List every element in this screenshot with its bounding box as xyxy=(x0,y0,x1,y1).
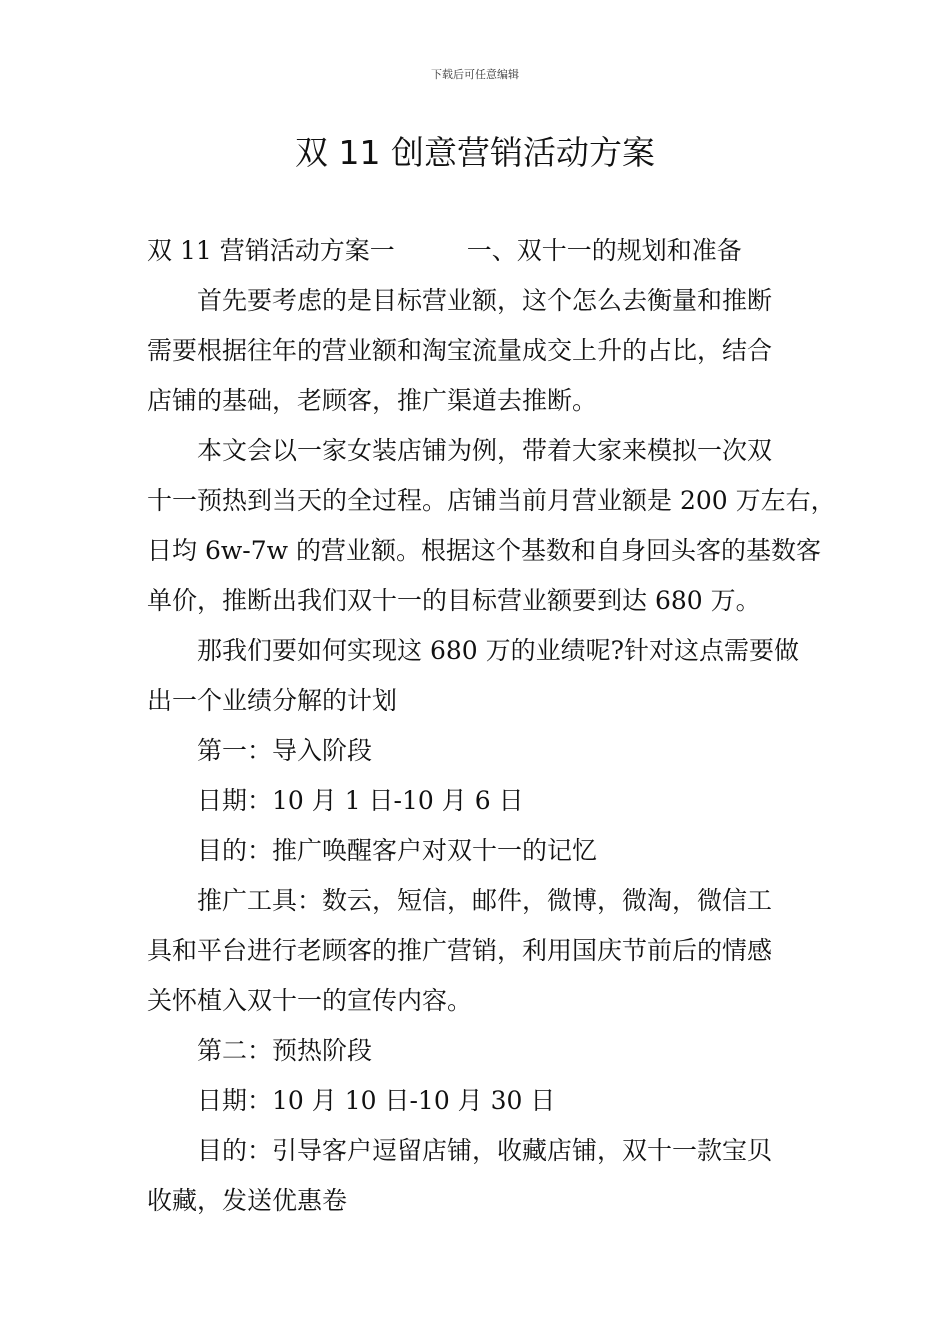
intro-left-text: 双 11 营销活动方案一 xyxy=(147,236,395,265)
paragraph-line: 日均 6w-7w 的营业额。根据这个基数和自身回头客的基数客 xyxy=(147,536,821,565)
paragraph-line: 出一个业绩分解的计划 xyxy=(147,686,398,715)
stage-one-heading: 第一：导入阶段 xyxy=(197,736,373,765)
paragraph-line: 本文会以一家女装店铺为例，带着大家来模拟一次双 xyxy=(197,436,773,465)
paragraph-stage-two-goal xyxy=(147,1126,827,1226)
paragraph-line: 那我们要如何实现这 680 万的业绩呢?针对这点需要做 xyxy=(197,636,800,665)
paragraph-line: 十一预热到当天的全过程。店铺当前月营业额是 200 万左右， xyxy=(147,486,836,515)
paragraph-line: 推广工具：数云，短信，邮件，微博，微淘，微信工 xyxy=(197,886,773,915)
paragraph-2 xyxy=(147,426,836,626)
paragraph-line: 需要根据往年的营业额和淘宝流量成交上升的占比，结合 xyxy=(147,336,773,365)
paragraph-promotion-tools xyxy=(147,876,827,1026)
intro-line xyxy=(147,226,827,276)
paragraph-line: 单价，推断出我们双十一的目标营业额要到达 680 万。 xyxy=(147,586,761,615)
paragraph-line: 收藏，发送优惠卷 xyxy=(147,1186,348,1215)
paragraph-line: 店铺的基础，老顾客，推广渠道去推断。 xyxy=(147,386,598,415)
stage-one-date: 日期：10 月 1 日-10 月 6 日 xyxy=(197,786,524,815)
document-body xyxy=(147,226,836,1226)
intro-right-text: 一、双十一的规划和准备 xyxy=(466,236,742,265)
stage-one-goal: 目的：推广唤醒客户对双十一的记忆 xyxy=(197,836,598,865)
header-note: 下载后可任意编辑 xyxy=(431,68,519,81)
paragraph-line: 目的：引导客户逗留店铺，收藏店铺，双十一款宝贝 xyxy=(197,1136,773,1165)
stage-two-date: 日期：10 月 10 日-10 月 30 日 xyxy=(197,1086,556,1115)
paragraph-line: 关怀植入双十一的宣传内容。 xyxy=(147,986,473,1015)
paragraph-line: 具和平台进行老顾客的推广营销，利用国庆节前后的情感 xyxy=(147,936,773,965)
page-title: 双 11 创意营销活动方案 xyxy=(295,133,655,172)
paragraph-3 xyxy=(147,626,827,726)
paragraph-line: 首先要考虑的是目标营业额，这个怎么去衡量和推断 xyxy=(197,286,773,315)
stage-two-heading: 第二：预热阶段 xyxy=(197,1036,373,1065)
paragraph-1 xyxy=(147,276,827,426)
